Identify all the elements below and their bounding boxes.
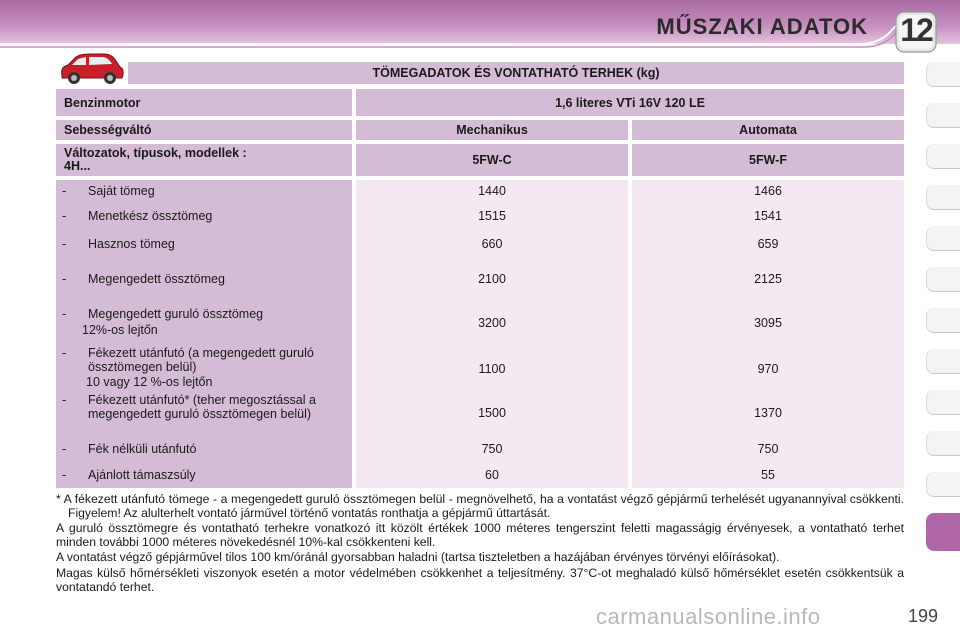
row-dash: -	[62, 393, 67, 407]
gearbox-label: Sebességváltó	[56, 120, 352, 140]
chapter-tab[interactable]	[926, 185, 960, 210]
note-paragraph: A vontatást végző gépjárművel tilos 100 km/óránál gyorsabban haladni (tartsa tiszteletben a hazájában érvényes törvényi előírásokat).	[56, 550, 780, 565]
row-label: Fék nélküli utánfutó	[88, 442, 197, 456]
variant-row	[56, 144, 904, 176]
gearbox-manual: Mechanikus	[356, 120, 628, 140]
variant-label-line1: Változatok, típusok, modellek :	[64, 146, 247, 160]
chapter-tab[interactable]	[926, 62, 960, 87]
row-dash: -	[62, 237, 67, 251]
chapter-tab[interactable]	[926, 431, 960, 456]
page-title: MŰSZAKI ADATOK	[656, 14, 868, 39]
row-label: Menetkész össztömeg	[88, 209, 213, 223]
row-dash: -	[62, 307, 67, 321]
row-label: Hasznos tömeg	[88, 237, 175, 251]
engine-label: Benzinmotor	[56, 89, 352, 116]
footnote: * A fékezett utánfutó tömege - a megengedett guruló össztömegen belül - megnövelhető, ha a vontatást végző gépjármű terhelését ugyanannyival csökkenti. Figyelem! Az alulterhelt vontató járművel történő vontatás ronthatja a gépjármű úttartását.	[56, 492, 904, 520]
row-value-manual: 3200	[478, 316, 506, 330]
table-title: TÖMEGADATOK ÉS VONTATHATÓ TERHEK (kg)	[128, 62, 904, 84]
mass-table-body	[56, 180, 904, 488]
chapter-tab[interactable]	[926, 349, 960, 374]
row-dash: -	[62, 209, 67, 223]
chapter-tab[interactable]	[926, 472, 960, 497]
row-value-auto: 659	[757, 237, 779, 251]
row-value-manual: 750	[481, 442, 503, 456]
row-value-manual: 1440	[478, 184, 506, 198]
chapter-tab-active[interactable]	[926, 513, 960, 551]
row-value-manual: 660	[481, 237, 503, 251]
gearbox-row	[56, 120, 904, 140]
gearbox-auto: Automata	[632, 120, 904, 140]
row-label: Saját tömeg	[88, 184, 155, 198]
row-dash: -	[62, 468, 67, 482]
row-label: Megengedett össztömeg	[88, 272, 225, 286]
row-value-manual: 1500	[478, 406, 506, 420]
row-label: Fékezett utánfutó* (teher megosztással a megengedett guruló össztömegen belül)	[88, 393, 316, 421]
row-value-auto: 55	[761, 468, 775, 482]
row-dash: -	[62, 184, 67, 198]
row-dash: -	[62, 272, 67, 286]
row-value-auto: 970	[757, 362, 779, 376]
row-value-auto: 1370	[754, 406, 782, 420]
note-paragraph: Magas külső hőmérsékleti viszonyok esetén a motor védelmében csökkenhet a teljesítmény. 37°C-ot meghaladó külső hőmérséklet esetén csökkentsük a vontatandó terhet.	[56, 565, 904, 594]
variant-auto: 5FW-F	[632, 144, 904, 176]
row-dash: -	[62, 442, 67, 456]
row-label: Fékezett utánfutó (a megengedett guruló össztömegen belül)	[88, 346, 314, 374]
row-value-manual: 2100	[478, 272, 506, 286]
row-value-auto: 1466	[754, 184, 782, 198]
row-value-auto: 2125	[754, 272, 782, 286]
row-value-auto: 3095	[754, 316, 782, 330]
engine-row	[56, 89, 904, 116]
chapter-tab[interactable]	[926, 267, 960, 292]
variant-label	[56, 144, 352, 176]
chapter-number: 12	[900, 12, 932, 48]
row-dash: -	[62, 346, 67, 360]
row-sublabel: 10 vagy 12 %-os lejtőn	[86, 375, 213, 389]
note-paragraph: A guruló össztömegre és vontatható terhekre vonatkozó itt közölt értékek 1000 méteres tengerszint feletti magasságig érvényesek, a vontatható terhet minden további 1000 méteres növekedésnél 10%-kal csökkenteni kell.	[56, 521, 904, 549]
row-value-manual: 60	[485, 468, 499, 482]
chapter-tab[interactable]	[926, 308, 960, 333]
row-label: Megengedett guruló össztömeg	[88, 307, 264, 321]
chapter-tab[interactable]	[926, 390, 960, 415]
car-icon	[56, 51, 126, 87]
row-label: Ajánlott támaszsúly	[88, 468, 196, 482]
chapter-tabs	[926, 62, 960, 567]
chapter-tab[interactable]	[926, 144, 960, 169]
engine-value: 1,6 literes VTi 16V 120 LE	[356, 89, 904, 116]
variant-label-line2: 4H...	[64, 159, 91, 173]
page-number: 199	[907, 606, 938, 626]
chapter-tab[interactable]	[926, 103, 960, 128]
row-value-manual: 1515	[478, 209, 506, 223]
row-value-manual: 1100	[478, 362, 506, 376]
notes	[56, 493, 904, 596]
row-value-auto: 750	[757, 442, 779, 456]
variant-manual: 5FW-C	[356, 144, 628, 176]
row-sublabel: 12%-os lejtőn	[82, 323, 158, 337]
row-value-auto: 1541	[754, 209, 782, 223]
watermark: carmanualsonline.info	[596, 604, 821, 629]
chapter-tab[interactable]	[926, 226, 960, 251]
